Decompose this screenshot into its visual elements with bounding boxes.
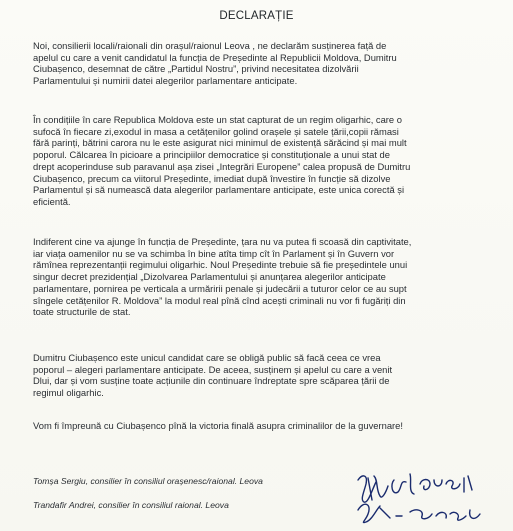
paragraph-line: apelul cu care a venit candidatul la funcția de Președinte al Republicii Moldova, Dumitru bbox=[33, 51, 397, 63]
paragraph-line: regimul oligarhic. bbox=[33, 387, 104, 399]
paragraph-2 bbox=[33, 114, 493, 208]
paragraph-line: parlamentare, pornirea pe verticala a urmăririi penale și judecării a tuturor celor ce au supt bbox=[33, 282, 407, 294]
paragraph-line: Ciubașenco, desemnat de către „Partidul Nostru”, privind necesitatea dizolvării bbox=[33, 63, 359, 75]
paragraph-line: Dlui, dar și vom susține toate acțiunile din continuare îndreptate spre scăparea țării de bbox=[33, 375, 390, 387]
paragraph-4 bbox=[33, 352, 493, 399]
paragraph-line: eficientă. bbox=[33, 195, 71, 207]
paragraph-line: drept acoperinduse sub paravanul așa zisei „Integrări Europene” calea propusă de Dumitru bbox=[33, 160, 411, 172]
paragraph-line: sufocă în fiecare zi,exodul in masa a cetățenilor golind orașele și satele țării,copii rămasi bbox=[33, 125, 399, 137]
paragraph-line: sîngele cetățenilor R. Moldova” la modul real pînă cînd acești criminali nu vor fi fugăriți din bbox=[33, 294, 406, 306]
paragraph-line: Ciubașenco, precum ca viitorul Președinte, imediat după învestire în funcție să dizolve bbox=[33, 172, 391, 184]
paragraph-line: Parlamentul și să numească data alegerilor parlamentare anticipate, este unica corectă și bbox=[33, 184, 405, 196]
handwritten-signatures bbox=[350, 470, 500, 530]
paragraph-line: Vom fi împreună cu Ciubașenco pînă la victoria finală asupra criminalilor de la guvernare! bbox=[33, 420, 403, 431]
signature-scribble-icon bbox=[350, 470, 500, 530]
paragraph-line: Dumitru Ciubașenco este unicul candidat care se obligă public să facă ceea ce vrea bbox=[33, 352, 381, 363]
signatory-2: Trandafir Andrei, consilier în consiliul raional. Leova bbox=[33, 500, 229, 510]
paragraph-line: poporul – alegeri parlamentare anticipate. De aceea, susținem și apelul cu care a venit bbox=[33, 363, 393, 375]
signatory-1: Tomșa Sergiu, consilier în consiliul orașenesc/raional. Leova bbox=[33, 476, 263, 486]
paragraph-line: iar viața oamenilor nu se va schimba în bine atîta timp cît în Parlament și în Guvern vor bbox=[33, 247, 395, 259]
paragraph-line: fără parinți, bătrini carora nu le este asigurat nici minimul de existență sărăcind și mai mult bbox=[33, 137, 407, 149]
paragraph-line: poporul. Călcarea în picioare a principiilor democratice și constituționale a unui stat de bbox=[33, 149, 390, 161]
paragraph-1 bbox=[33, 40, 493, 87]
document-title: DECLARAȚIE bbox=[219, 10, 294, 22]
paragraph-3 bbox=[33, 236, 493, 318]
paragraph-line: toate structurile de stat. bbox=[33, 306, 131, 318]
paragraph-line: Noi, consilierii locali/raionali din orașul/raionul Leova , ne declarăm susținerea față de bbox=[33, 40, 387, 51]
paragraph-line: singur decret prezidențial „Dizolvarea Parlamentului și anunțarea alegerilor anticipate bbox=[33, 271, 386, 283]
paragraph-5 bbox=[33, 420, 493, 432]
paragraph-line: Parlamentului și numirii datei alegerilor parlamentare anticipate. bbox=[33, 75, 298, 87]
paragraph-line: În condițiile în care Republica Moldova este un stat capturat de un regim oligarhic, care o bbox=[33, 114, 402, 125]
paragraph-line: Indiferent cine va ajunge în funcția de Președinte, țara nu va putea fi scoasă din captivitate, bbox=[33, 236, 412, 247]
paragraph-line: rămînea reprezentanții regimului oligarhic. Noul Președinte trebuie să fie președintele unui bbox=[33, 259, 408, 271]
